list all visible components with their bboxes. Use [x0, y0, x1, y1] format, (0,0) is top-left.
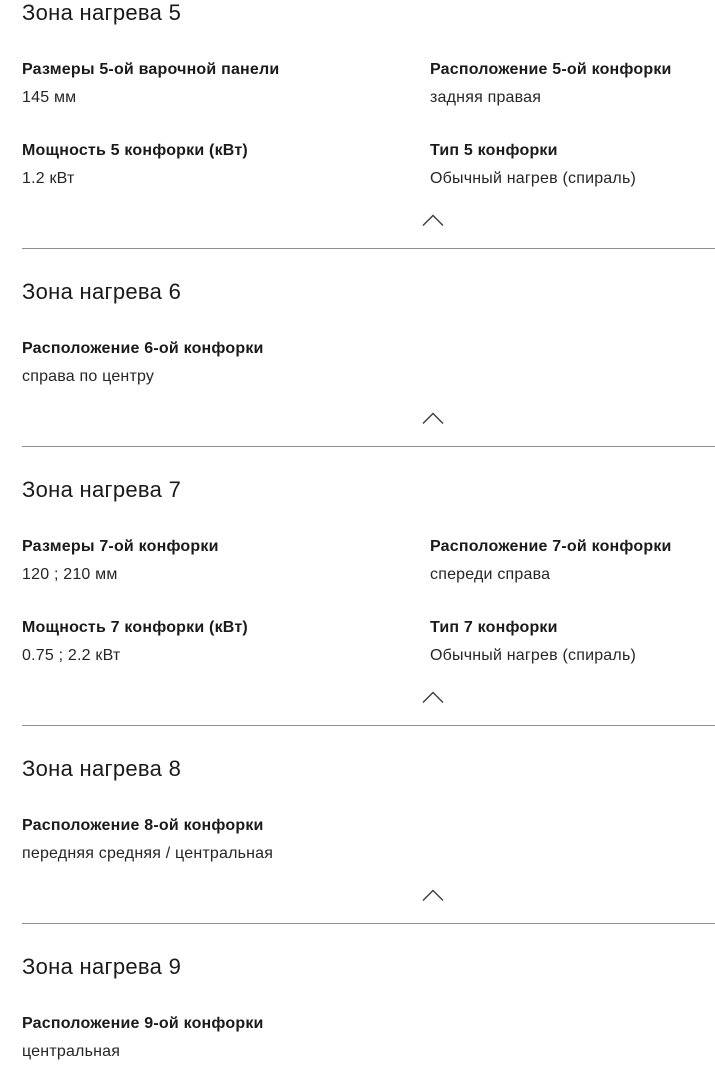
spec-label: Расположение 6-ой конфорки [22, 340, 264, 357]
spec-value: центральная [22, 1043, 121, 1060]
spec-value: передняя средняя / центральная [22, 845, 274, 862]
spec-item [22, 1014, 430, 1061]
spec-item [430, 618, 715, 665]
spec-label: Тип 5 конфорки [430, 142, 558, 159]
section-title: Зона нагрева 7 [22, 477, 182, 502]
spec-label: Расположение 8-ой конфорки [22, 817, 264, 834]
heating-zone-7-section [0, 447, 715, 726]
collapse-section-button[interactable] [421, 691, 445, 704]
chevron-up-icon [421, 889, 445, 902]
spec-value: Обычный нагрев (спираль) [430, 170, 637, 187]
collapse-row [421, 214, 715, 228]
spec-value: задняя правая [430, 89, 542, 106]
section-title: Зона нагрева 8 [22, 756, 182, 781]
chevron-up-icon [421, 691, 445, 704]
section-title: Зона нагрева 9 [22, 954, 182, 979]
spec-item [430, 537, 715, 584]
spec-label: Расположение 9-ой конфорки [22, 1015, 264, 1032]
collapse-section-button[interactable] [421, 412, 445, 425]
collapse-section-button[interactable] [421, 889, 445, 902]
spec-value: Обычный нагрев (спираль) [430, 647, 637, 664]
heating-zone-8-section [0, 726, 715, 924]
spec-item [22, 816, 430, 863]
spec-label: Расположение 7-ой конфорки [430, 538, 672, 555]
spec-item [22, 618, 430, 665]
spec-label: Мощность 5 конфорки (кВт) [22, 142, 248, 159]
spec-item [22, 60, 430, 107]
spec-label: Мощность 7 конфорки (кВт) [22, 619, 248, 636]
heating-zone-9-section [0, 924, 715, 1061]
spec-item [22, 141, 430, 188]
spec-label: Размеры 5-ой варочной панели [22, 61, 280, 78]
spec-value: 120 ; 210 мм [22, 566, 118, 583]
heating-zone-6-section [0, 249, 715, 447]
spec-item [22, 339, 430, 386]
spec-label: Расположение 5-ой конфорки [430, 61, 672, 78]
spec-item [430, 60, 715, 107]
collapse-row [421, 691, 715, 705]
heating-zone-5-section [0, 0, 715, 249]
spec-grid [22, 60, 715, 188]
spec-value: 0.75 ; 2.2 кВт [22, 647, 121, 664]
spec-grid [22, 1014, 715, 1061]
collapse-row [421, 412, 715, 426]
section-title: Зона нагрева 6 [22, 279, 182, 304]
spec-grid [22, 816, 715, 863]
spec-value: справа по центру [22, 368, 155, 385]
collapse-row [421, 889, 715, 903]
chevron-up-icon [421, 412, 445, 425]
section-title: Зона нагрева 5 [22, 0, 182, 25]
spec-item [22, 537, 430, 584]
collapse-section-button[interactable] [421, 214, 445, 227]
spec-grid [22, 537, 715, 665]
spec-grid [22, 339, 715, 386]
spec-value: спереди справа [430, 566, 551, 583]
chevron-up-icon [421, 214, 445, 227]
spec-label: Размеры 7-ой конфорки [22, 538, 219, 555]
spec-value: 1.2 кВт [22, 170, 75, 187]
spec-label: Тип 7 конфорки [430, 619, 558, 636]
spec-value: 145 мм [22, 89, 77, 106]
spec-item [430, 141, 715, 188]
